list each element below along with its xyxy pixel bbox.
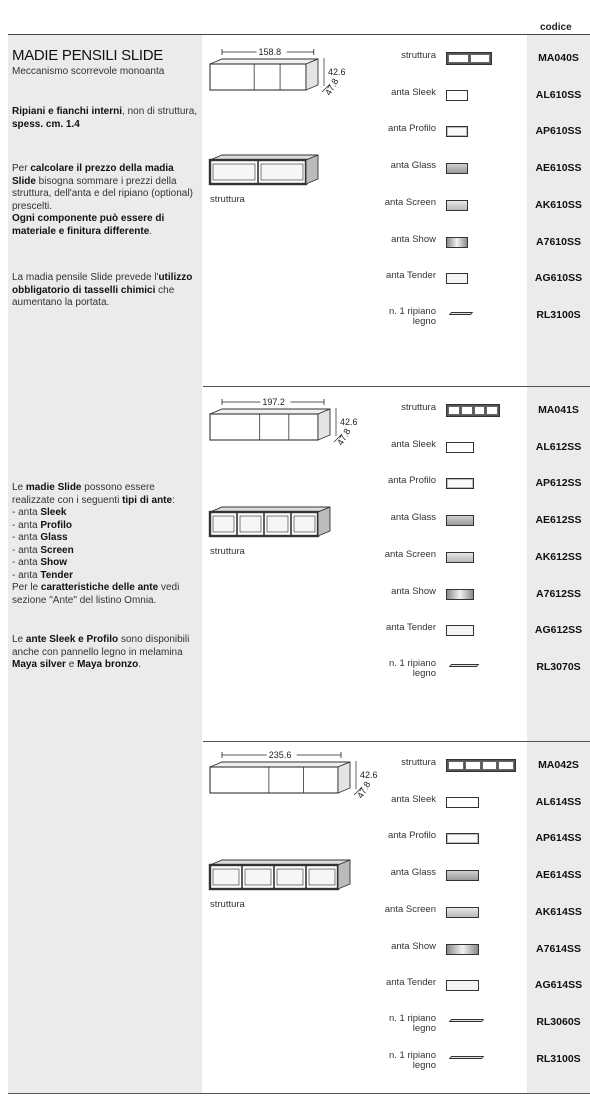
text-run: - anta (12, 532, 41, 543)
component-label (360, 307, 436, 328)
bold-text: Show (40, 557, 68, 568)
structure-cell (470, 54, 491, 63)
dimension-label: 42.6 (328, 67, 346, 77)
bold-text: utilizzo obbligatorio di tasselli chimici (12, 272, 193, 296)
component-label (360, 198, 436, 209)
product-code: AK614SS (535, 905, 582, 918)
structure-icon (446, 759, 516, 772)
bold-text: Ogni componente può essere di materiale e finitura differente (12, 213, 165, 237)
product-code: AL610SS (535, 88, 582, 101)
product-code: AG614SS (534, 979, 583, 992)
label-line: anta Show (391, 233, 436, 245)
product-code: A7612SS (536, 587, 581, 600)
door-glass-icon (446, 515, 474, 526)
label-line: anta Sleek (391, 438, 436, 450)
shelf-icon (449, 1019, 485, 1022)
door-glass-icon (446, 163, 468, 174)
text-run: possono essere realizzate con i seguenti (12, 482, 155, 506)
label-line: anta Tender (385, 977, 436, 989)
product-code: MA041S (538, 404, 579, 416)
bold-text: Tender (40, 569, 73, 581)
bottom-rule (8, 1093, 590, 1094)
product-code: MA040S (538, 52, 579, 64)
dimension-label: 47.8 (355, 779, 373, 800)
struttura-caption: struttura (210, 899, 245, 910)
product-code: AE612SS (535, 514, 582, 527)
text-run: La madia pensile Slide prevede l' (12, 272, 159, 283)
component-label (360, 623, 436, 634)
component-label (360, 88, 436, 99)
label-line: anta Show (391, 585, 436, 597)
door-show-icon (446, 237, 468, 248)
structure-icon (446, 404, 500, 417)
text-run: Per (12, 163, 31, 174)
product-code: RL3070S (536, 660, 581, 673)
product-code: MA042S (538, 759, 579, 771)
label-line: anta Profilo (387, 123, 436, 135)
shelf-icon (449, 312, 474, 315)
text-run: che aumentano la portata. (12, 284, 175, 308)
dimension-label: 47.8 (323, 76, 341, 97)
component-label (360, 161, 436, 172)
component-label (360, 51, 436, 62)
component-label (360, 868, 436, 879)
text-run: . (138, 659, 141, 670)
component-label (360, 942, 436, 953)
component-label (360, 124, 436, 135)
bold-text: madie Slide (25, 482, 82, 493)
structure-cell (448, 406, 460, 415)
component-label (360, 235, 436, 246)
label-line: anta Glass (390, 512, 436, 524)
structure-icon (446, 52, 492, 65)
text-run: - anta (12, 544, 41, 556)
bold-text: Glass (40, 532, 68, 543)
label-line: legno (412, 316, 436, 328)
cabinet-structure-drawing (208, 857, 368, 897)
text-run: - anta (12, 557, 41, 568)
door-glass-icon (446, 870, 479, 881)
component-label (360, 905, 436, 916)
product-code: AP612SS (535, 477, 582, 490)
product-code: AP614SS (535, 832, 582, 845)
component-label (360, 1014, 436, 1035)
structure-cell (448, 54, 469, 63)
structure-cell (486, 406, 498, 415)
product-code: AK610SS (535, 198, 582, 211)
dimension-label: 158.8 (258, 47, 282, 57)
label-line: legno (412, 668, 436, 680)
label-line: n. 1 ripiano (388, 1012, 436, 1024)
text-run: : (172, 494, 175, 506)
bold-text: caratteristiche delle ante (40, 582, 159, 593)
product-code: AE610SS (535, 162, 582, 175)
product-code: AG612SS (534, 624, 583, 637)
paragraph-tasselli (12, 272, 198, 310)
paragraph-tipi-ante (12, 482, 198, 607)
door-sleek-icon (446, 90, 468, 101)
text-run: , non di struttura, (122, 106, 198, 117)
component-label (360, 659, 436, 680)
bold-text: calcolare il prezzo della madia Slide (12, 163, 174, 187)
door-tender-icon (446, 273, 468, 284)
text-run: Le (12, 482, 26, 493)
label-line: anta Profilo (387, 475, 436, 487)
label-line: legno (412, 1023, 436, 1035)
bold-text: Screen (40, 544, 74, 556)
door-profilo-icon (446, 126, 468, 137)
label-line: anta Show (391, 940, 436, 952)
label-line: anta Glass (390, 160, 436, 172)
shelf-icon (449, 664, 480, 667)
product-code: A7614SS (536, 942, 581, 955)
door-sleek-icon (446, 797, 479, 808)
door-profilo-icon (446, 833, 479, 844)
label-line: struttura (401, 402, 436, 413)
page-title: MADIE PENSILI SLIDE (12, 47, 164, 64)
shelf-icon (449, 1056, 485, 1059)
door-tender-icon (446, 625, 474, 636)
label-line: anta Sleek (391, 793, 436, 805)
component-label (360, 978, 436, 989)
door-sleek-icon (446, 442, 474, 453)
label-line: anta Sleek (391, 86, 436, 98)
label-line: struttura (401, 757, 436, 768)
door-profilo-icon (446, 478, 474, 489)
product-code: AL612SS (535, 440, 582, 453)
text-run: - anta (12, 507, 41, 518)
bold-text: Ripiani e fianchi interni (12, 106, 123, 117)
component-label (360, 1051, 436, 1072)
bold-text: ante Sleek e Profilo (25, 634, 119, 645)
text-run: . (149, 225, 153, 237)
component-label (360, 550, 436, 561)
text-run: sono disponibili anche con pannello legno in melamina (12, 634, 190, 658)
product-code: RL3100S (536, 1052, 581, 1065)
component-label (360, 758, 436, 769)
code-column (527, 35, 590, 1093)
product-code: AP610SS (535, 125, 582, 138)
bold-text: Sleek (40, 507, 67, 518)
cabinet-front-drawing (208, 392, 368, 452)
label-line: anta Screen (384, 196, 436, 208)
component-label (360, 831, 436, 842)
door-show-icon (446, 589, 474, 600)
structure-cell (448, 761, 464, 770)
door-screen-icon (446, 552, 474, 563)
text-run: Le (12, 634, 26, 645)
dimension-label: 42.6 (360, 770, 378, 780)
component-label (360, 587, 436, 598)
component-label (360, 440, 436, 451)
text-run: vedi sezione "Ante" del listino Omnia. (12, 582, 180, 606)
label-line: anta Screen (384, 548, 436, 560)
struttura-caption: struttura (210, 194, 245, 205)
dimension-label: 47.8 (335, 426, 353, 447)
cabinet-structure-drawing (208, 152, 336, 192)
section-divider (203, 741, 590, 742)
label-line: n. 1 ripiano (388, 305, 436, 317)
paragraph-ripiani (12, 106, 198, 131)
product-code: A7610SS (536, 235, 581, 248)
bold-text: spess. cm. 1.4 (12, 118, 80, 130)
label-line: n. 1 ripiano (388, 1049, 436, 1061)
page-subtitle: Meccanismo scorrevole monoanta (12, 66, 165, 77)
text-run: e (65, 659, 78, 670)
label-line: anta Tender (385, 622, 436, 634)
cabinet-front-drawing (208, 42, 356, 102)
section-divider (203, 386, 590, 387)
cabinet-structure-drawing (208, 504, 348, 544)
door-screen-icon (446, 907, 479, 918)
product-code: AL614SS (535, 795, 582, 808)
dimension-label: 42.6 (340, 417, 358, 427)
door-tender-icon (446, 980, 479, 991)
bold-text: Maya bronzo (77, 659, 139, 670)
label-line: struttura (401, 50, 436, 61)
dimension-label: 197.2 (262, 397, 285, 407)
label-line: anta Screen (384, 903, 436, 915)
product-code: RL3060S (536, 1015, 581, 1028)
component-label (360, 476, 436, 487)
product-code: RL3100S (536, 308, 581, 321)
component-label (360, 513, 436, 524)
structure-cell (474, 406, 486, 415)
component-label (360, 271, 436, 282)
structure-cell (498, 761, 514, 770)
text-run: - anta (12, 519, 41, 531)
label-line: n. 1 ripiano (388, 657, 436, 669)
text-run: - anta (12, 569, 41, 581)
codice-header: codice (540, 22, 572, 33)
product-code: AE614SS (535, 869, 582, 882)
structure-cell (461, 406, 473, 415)
bold-text: Maya silver (12, 659, 66, 670)
text-run: bisogna sommare i prezzi della struttura, dell'anta e del ripiano (optional) prescelti. (12, 175, 193, 212)
dimension-label: 235.6 (268, 750, 292, 760)
bold-text: tipi di ante (122, 494, 173, 506)
paragraph-prezzo (12, 163, 198, 238)
door-screen-icon (446, 200, 468, 211)
bold-text: Profilo (40, 519, 73, 531)
component-label (360, 795, 436, 806)
label-line: anta Profilo (387, 830, 436, 842)
label-line: legno (412, 1060, 436, 1072)
component-label (360, 403, 436, 414)
text-run: Per le (12, 582, 41, 593)
paragraph-sleek-profilo (12, 634, 198, 672)
structure-cell (482, 761, 498, 770)
door-show-icon (446, 944, 479, 955)
product-code: AK612SS (535, 550, 582, 563)
label-line: anta Tender (385, 270, 436, 282)
structure-cell (465, 761, 481, 770)
label-line: anta Glass (390, 867, 436, 879)
product-code: AG610SS (534, 272, 583, 285)
struttura-caption: struttura (210, 546, 245, 557)
